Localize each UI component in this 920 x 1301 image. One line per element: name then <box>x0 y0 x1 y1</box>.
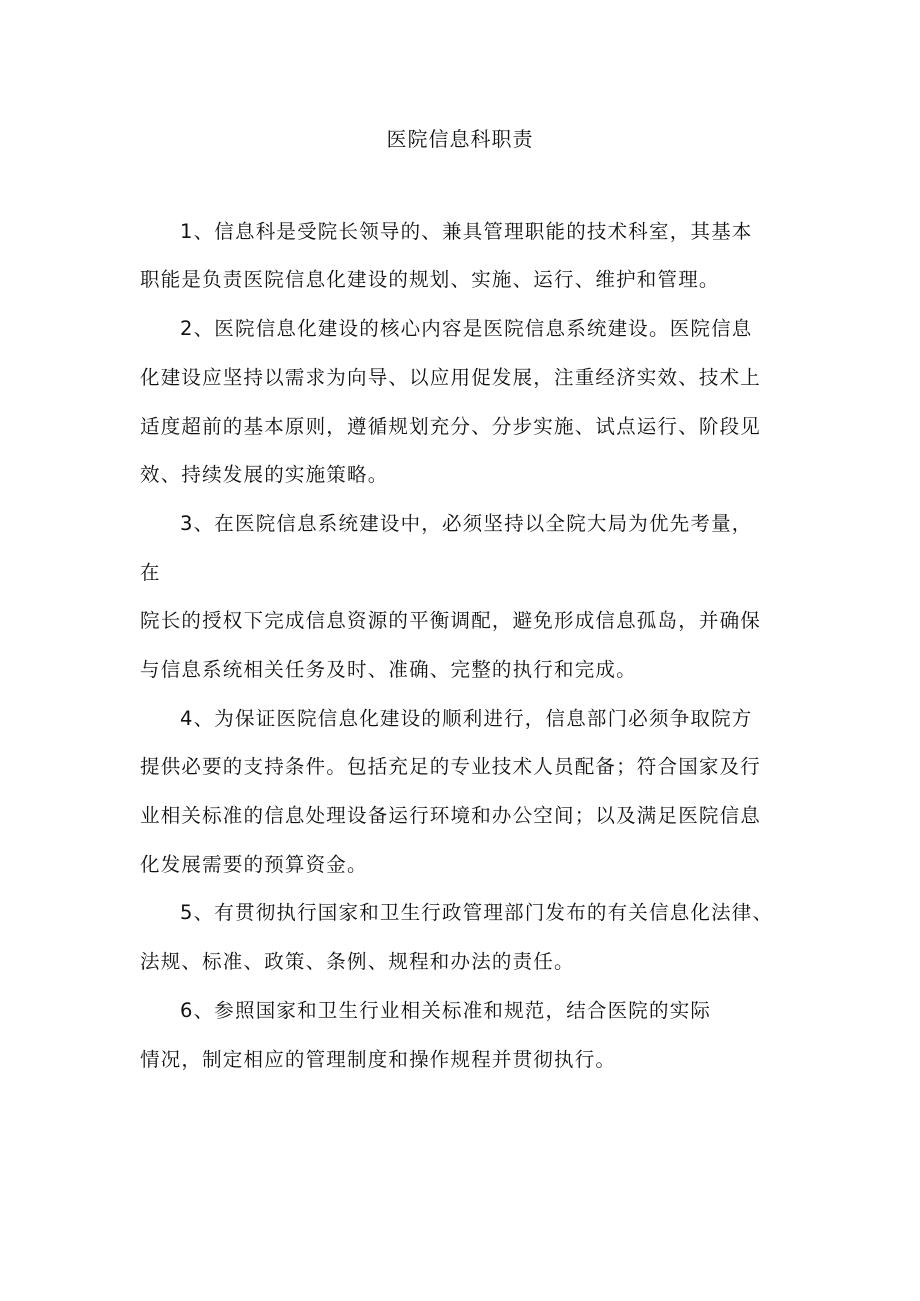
paragraph-2-line-3: 适度超前的基本原则，遵循规划充分、分步实施、试点运行、阶段见 <box>140 415 762 438</box>
paragraph-4-line-1: 4、为保证医院信息化建设的顺利进行，信息部门必须争取院方 <box>180 707 753 730</box>
paragraph-4-line-2: 提供必要的支持条件。包括充足的专业技术人员配备；符合国家及行 <box>140 755 762 778</box>
paragraph-2-line-4: 效、持续发展的实施策略。 <box>140 463 389 486</box>
paragraph-1-line-1: 1、信息科是受院长领导的、兼具管理职能的技术科室，其基本 <box>180 220 753 243</box>
paragraph-3-line-1: 3、在医院信息系统建设中，必须坚持以全院大局为优先考量， <box>180 512 753 535</box>
paragraph-6-line-1: 6、参照国家和卫生行业相关标准和规范，结合医院的实际 <box>180 999 712 1022</box>
paragraph-3-line-3: 院长的授权下完成信息资源的平衡调配，避免形成信息孤岛，并确保 <box>140 609 762 632</box>
paragraph-4-line-4: 化发展需要的预算资金。 <box>140 853 368 876</box>
paragraph-5-line-1: 5、有贯彻执行国家和卫生行政管理部门发布的有关信息化法律、 <box>180 901 774 924</box>
paragraph-2-line-2: 化建设应坚持以需求为向导、以应用促发展，注重经济实效、技术上 <box>140 366 762 389</box>
paragraph-3-line-4: 与信息系统相关任务及时、准确、完整的执行和完成。 <box>140 658 637 681</box>
paragraph-3-line-2: 在 <box>140 561 161 584</box>
paragraph-6-line-2: 情况，制定相应的管理制度和操作规程并贯彻执行。 <box>140 1048 617 1071</box>
paragraph-4-line-3: 业相关标准的信息处理设备运行环境和办公空间；以及满足医院信息 <box>140 804 762 827</box>
paragraph-5-line-2: 法规、标准、政策、条例、规程和办法的责任。 <box>140 950 575 973</box>
document-title: 医院信息科职责 <box>386 127 534 151</box>
paragraph-2-line-1: 2、医院信息化建设的核心内容是医院信息系统建设。医院信息 <box>180 317 753 340</box>
paragraph-1-line-2: 职能是负责医院信息化建设的规划、实施、运行、维护和管理。 <box>140 268 720 291</box>
